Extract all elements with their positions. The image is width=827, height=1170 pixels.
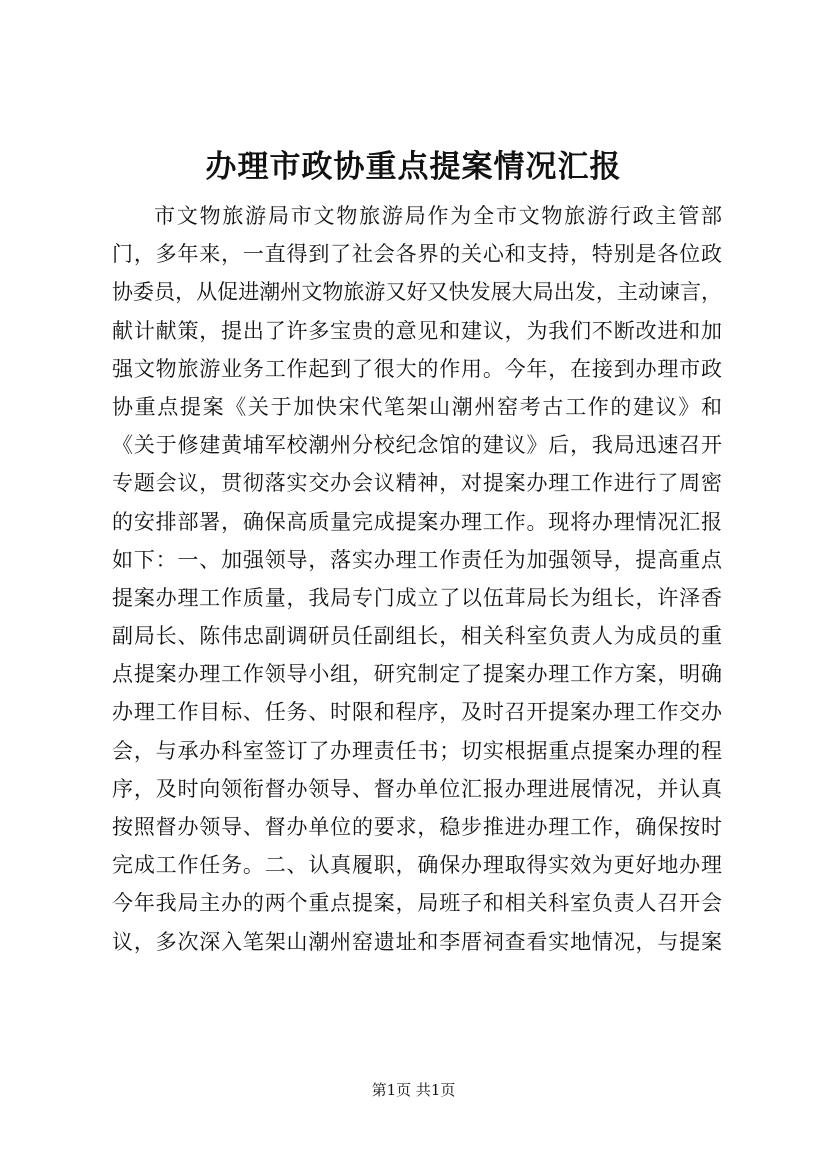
body-line-10: 如下：一、加强领导，落实办理工作责任为加强领导，提高重点 [112,547,722,572]
body-line-12: 副局长、陈伟忠副调研员任副组长，相关科室负责人为成员的重 [112,624,722,649]
body-line-16: 序，及时向领衔督办领导、督办单位汇报办理进展情况，并认真 [112,776,722,801]
body-line-6: 协重点提案《关于加快宋代笔架山潮州窑考古工作的建议》和 [112,394,722,419]
body-line-1: 市文物旅游局市文物旅游局作为全市文物旅游行政主管部 [154,204,722,228]
body-line-3: 协委员，从促进潮州文物旅游又好又快发展大局出发，主动谏言， [112,280,722,305]
body-line-17: 按照督办领导、督办单位的要求，稳步推进办理工作，确保按时 [112,815,722,839]
body-line-11: 提案办理工作质量，我局专门成立了以伍茸局长为组长，许泽香 [112,585,722,610]
body-line-14: 办理工作目标、任务、时限和程序，及时召开提案办理工作交办 [112,700,722,725]
body-line-20: 议，多次深入笔架山潮州窑遗址和李厝祠查看实地情况，与提案 [112,929,722,954]
body-line-19: 今年我局主办的两个重点提案，局班子和相关科室负责人召开会 [112,891,722,916]
body-line-15: 会，与承办科室签订了办理责任书；切实根据重点提案办理的程 [112,738,722,763]
document-title: 办理市政协重点提案情况汇报 [205,149,622,185]
body-line-9: 的安排部署，确保高质量完成提案办理工作。现将办理情况汇报 [112,509,722,534]
body-line-18: 完成工作任务。二、认真履职，确保办理取得实效为更好地办理 [112,853,722,878]
page-footer: 第1页 共1页 [371,1081,456,1099]
body-line-8: 专题会议，贯彻落实交办会议精神，对提案办理工作进行了周密 [112,471,722,496]
body-line-4: 献计献策，提出了许多宝贵的意见和建议，为我们不断改进和加 [112,318,722,343]
body-line-2: 门，多年来，一直得到了社会各界的关心和支持，特别是各位政 [112,242,722,267]
body-line-7: 《关于修建黄埔军校潮州分校纪念馆的建议》后，我局迅速召开 [112,433,722,458]
body-line-13: 点提案办理工作领导小组，研究制定了提案办理工作方案，明确 [112,662,722,687]
document-body [112,197,722,961]
body-line-5: 强文物旅游业务工作起到了很大的作用。今年，在接到办理市政 [112,356,722,381]
